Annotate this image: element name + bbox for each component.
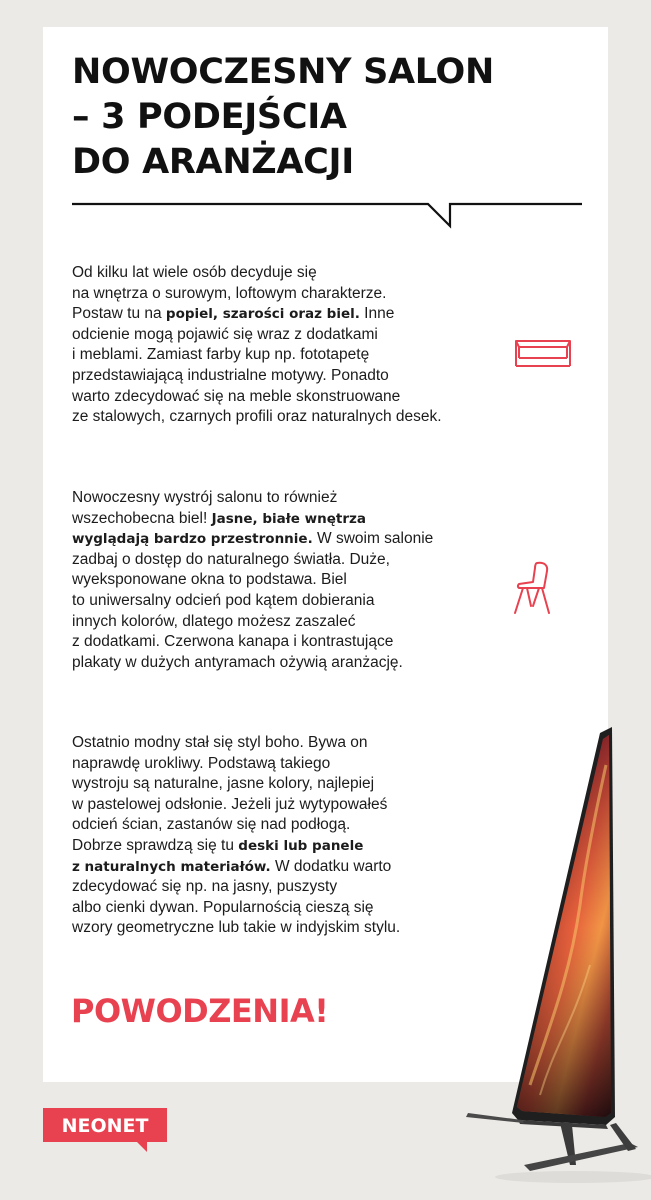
title-line: – 3 PODEJŚCIA [72, 97, 347, 137]
text-fragment: wszechobecna biel! [72, 509, 212, 527]
section-1-paragraph [72, 263, 512, 428]
text-line: innych kolorów, dlatego możesz zaszaleć [72, 612, 356, 630]
logo-text: NEONET [61, 1115, 149, 1137]
text-line: wzory geometryczne lub takie w indyjskim stylu. [72, 919, 401, 937]
text-fragment: Inne [359, 305, 395, 323]
text-line: warto zdecydować się na meble skonstruowane [72, 387, 401, 405]
text-line [72, 857, 512, 878]
speech-bubble-divider [72, 198, 584, 230]
text-line: na wnętrza o surowym, loftowym charakterze. [72, 284, 387, 302]
text-line: w pastelowej odsłonie. Jeżeli już wytypowałeś [72, 795, 388, 813]
highlight-text: Jasne, białe wnętrza [211, 510, 366, 527]
text-line: odcienie mogą pojawić się wraz z dodatkami [72, 325, 378, 343]
text-fragment: W dodatku warto [270, 857, 392, 875]
section-2-paragraph [72, 488, 512, 673]
text-line: przedstawiającą industrialne motywy. Ponadto [72, 366, 389, 384]
neonet-logo [43, 1108, 167, 1154]
text-line: zdecydować się np. na jasny, puszysty [72, 878, 338, 896]
text-line [72, 529, 512, 550]
text-line: albo cienki dywan. Popularnością cieszą się [72, 898, 374, 916]
text-line [72, 836, 512, 857]
text-line: to uniwersalny odcień pod kątem dobierania [72, 591, 375, 609]
page-title [72, 50, 592, 185]
title-line: NOWOCZESNY SALON [72, 52, 495, 92]
text-fragment: Postaw tu na [72, 305, 166, 323]
bench-table-icon [512, 338, 574, 370]
text-line: zadbaj o dostęp do naturalnego światła. Duże, [72, 550, 390, 568]
text-line: naprawdę urokliwy. Podstawą takiego [72, 754, 331, 772]
highlight-text: popiel, szarości oraz biel. [165, 306, 360, 323]
tv-image [460, 725, 651, 1200]
text-line: wyeksponowane okna to podstawa. Biel [72, 571, 347, 589]
text-line [72, 304, 512, 325]
chair-icon [511, 560, 555, 616]
text-line: Od kilku lat wiele osób decyduje się [72, 264, 317, 281]
closing-heading: POWODZENIA! [71, 992, 329, 1030]
text-line: i meblami. Zamiast farby kup np. fototapetę [72, 346, 370, 364]
text-line: Ostatnio modny stał się styl boho. Bywa on [72, 734, 368, 751]
text-line [72, 509, 512, 530]
text-line: plakaty w dużych antyramach ożywią aranżację. [72, 653, 403, 671]
text-fragment: W swoim salonie [312, 530, 434, 548]
text-line: Nowoczesny wystrój salonu to również [72, 489, 338, 506]
text-line: odcień ścian, zastanów się nad podłogą. [72, 816, 351, 834]
section-3-paragraph [72, 733, 512, 939]
highlight-text: deski lub panele [238, 837, 364, 854]
highlight-text: z naturalnych materiałów. [72, 858, 271, 875]
title-line: DO ARANŻACJI [72, 142, 355, 182]
text-line: ze stalowych, czarnych profili oraz naturalnych desek. [72, 408, 442, 426]
highlight-text: wyglądają bardzo przestronnie. [72, 531, 313, 548]
text-fragment: Dobrze sprawdzą się tu [72, 836, 239, 854]
text-line: wystroju są naturalne, jasne kolory, najlepiej [72, 775, 375, 793]
text-line: z dodatkami. Czerwona kanapa i kontrastujące [72, 633, 394, 651]
